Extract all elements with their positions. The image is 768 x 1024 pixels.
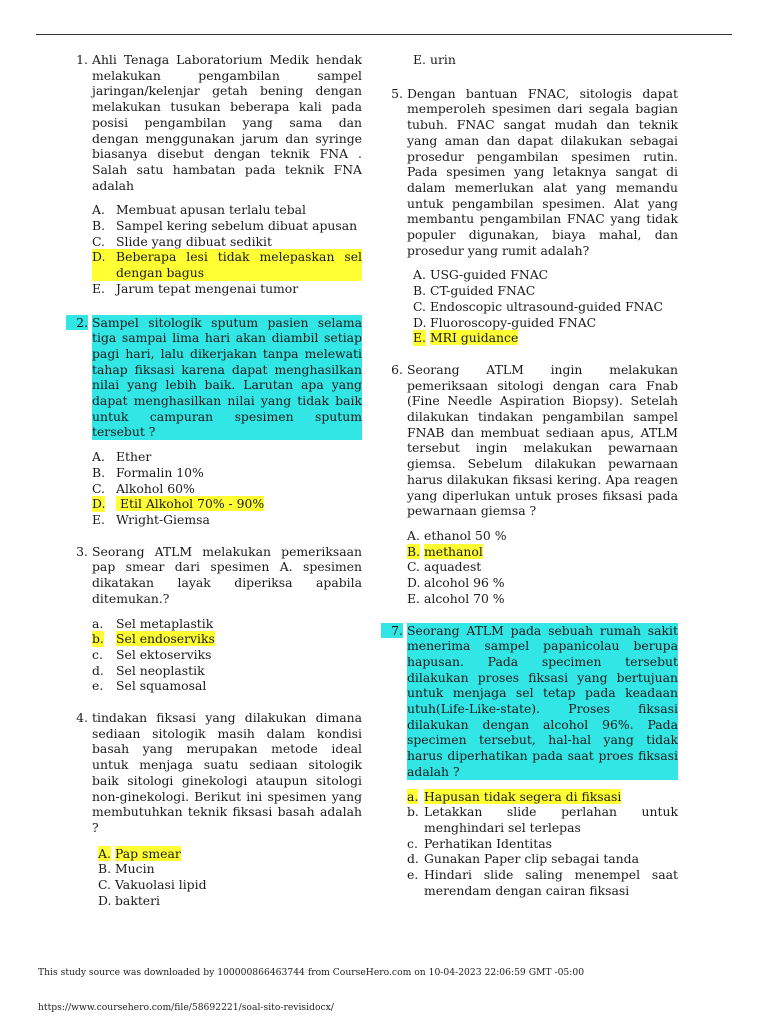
option-b-highlighted: b. Sel endoserviks <box>92 631 215 647</box>
question-text: Seorang ATLM ingin melakukan pemeriksaan sitologi dengan cara Fnab (Fine Needle Aspiration Biopsy). Setelah dilakukan tindakan pengambilan sampel FNAB dan membuat sediaan apus, ATLM tersebut ingin melakukan pewarnaan giemsa. Sebelum dilakukan pewarnaan harus dilakukan fiksasi kering. Apa reagen yang diperlukan untuk proses fiksasi pada pewarnaan giemsa ? <box>407 361 678 519</box>
option-b: B. CT-guided FNAC <box>413 283 536 299</box>
option-d: d. Gunakan Paper clip sebagai tanda <box>407 851 639 867</box>
option-e: E. alcohol 70 % <box>407 590 505 606</box>
option-c: c. Perhatikan Identitas <box>407 835 552 851</box>
question-text: Ahli Tenaga Laboratorium Medik hendak melakukan pengambilan sampel jaringan/kelenjar getah bening dengan melakukan tusukan beberapa kali pada posisi pengambilan yang sama dan dengan menggunakan jarum dan syringe biasanya disebut dengan teknik FNA . Salah satu hambatan pada teknik FNA adalah <box>92 52 362 193</box>
question-4-option-e: E. urin <box>413 52 456 67</box>
question-6 <box>381 362 678 607</box>
option-e: E. Wright-Giemsa <box>92 511 210 527</box>
option-a-highlighted: a. Hapusan tidak segera di fiksasi <box>407 788 622 804</box>
option-c: C. Endoscopic ultrasound-guided FNAC <box>413 298 663 314</box>
question-text: tindakan fiksasi yang dilakukan dimana sediaan sitologik masih dalam kondisi basah yang merupakan metode ideal untuk menjaga suatu sediaan sitologik baik sitologi ginekologi ataupun sitologi non-ginekologi. Berikut ini spesimen yang membutuhkan teknik fiksasi basah adalah ? <box>92 710 362 835</box>
option-e: e. Sel squamosal <box>92 678 207 694</box>
question-number: 4. <box>76 710 88 726</box>
question-text-highlighted: Seorang ATLM pada sebuah rumah sakit menerima sampel papanicolau berupa hapusan. Pada specimen tersebut dilakukan proses fiksasi yang bertujuan untuk menjaga sel tetap pada keadaan utuh(Life-Like-state). Proses fiksasi dilakukan dengan alcohol 96%. Pada specimen tersebut, hal-hal yang tidak harus diperhatikan pada saat proes fiksasi adalah ? <box>407 622 678 779</box>
question-number: 5. <box>391 85 403 101</box>
question-number: 1. <box>76 52 88 67</box>
option-c: C. Vakuolasi lipid <box>98 877 207 893</box>
option-c: c. Sel ektoserviks <box>92 646 212 662</box>
option-d: D. bakteri <box>98 892 161 908</box>
top-rule <box>36 34 732 35</box>
option-a: a. Sel metaplastik <box>92 615 214 631</box>
question-text: Seorang ATLM melakukan pemeriksaan pap smear dari spesimen A. spesimen dikatakan layak diperiksa apabila ditemukan.? <box>92 543 362 606</box>
option-e: e. Hindari slide saling menempel saat merendam dengan cairan fiksasi <box>407 867 678 898</box>
download-source-notice: This study source was downloaded by 100000866463744 from CourseHero.com on 10-04-2023 22:06:59 GMT -05:00 <box>38 967 585 978</box>
question-2 <box>66 315 362 528</box>
option-b: B. Mucin <box>98 861 155 877</box>
question-5 <box>381 86 678 346</box>
question-text: Dengan bantuan FNAC, sitologis dapat memperoleh spesimen dari segala bagian tubuh. FNAC sangat mudah dan teknik yang aman dan dapat dilakukan sebagai prosedur pengambilan spesimen rutin. Pada spesimen yang letaknya sangat di dalam memerlukan alat yang memandu untuk pengambilan spesimen. Alat yang membantu pengambilan FNAC yang tidak populer digunakan, biaya mahal, dan prosedur yang rumit adalah? <box>407 85 678 258</box>
right-column <box>381 52 678 898</box>
option-b-highlighted: B. methanol <box>407 543 483 559</box>
option-b: B. Formalin 10% <box>92 464 204 480</box>
option-a: A. ethanol 50 % <box>407 527 507 543</box>
question-number: 7. <box>381 623 403 639</box>
option-e: E. Jarum tepat mengenai tumor <box>92 280 299 296</box>
source-url[interactable]: https://www.coursehero.com/file/58692221/soal-sito-revisidocx/ <box>38 1002 334 1013</box>
option-a: A. Membuat apusan terlalu tebal <box>92 202 307 218</box>
option-a: A. Ether <box>92 449 152 465</box>
option-c: C. aquadest <box>407 559 482 575</box>
question-7 <box>381 623 678 899</box>
question-number: 3. <box>76 543 88 559</box>
option-c: C. Slide yang dibuat sedikit <box>92 233 273 249</box>
option-c: C. Alkohol 60% <box>92 480 195 496</box>
left-column <box>66 52 362 908</box>
option-d-highlighted: D. Etil Alkohol 70% - 90% <box>92 496 265 512</box>
question-3 <box>66 544 362 694</box>
option-b: B. Sampel kering sebelum dibuat apusan <box>92 218 358 234</box>
question-1 <box>66 52 362 297</box>
option-e-highlighted: E. MRI guidance <box>413 330 519 346</box>
option-a-highlighted: A. Pap smear <box>98 845 181 861</box>
option-b: b. Letakkan slide perlahan untuk menghindari sel terlepas <box>407 804 678 835</box>
option-d: D. alcohol 96 % <box>407 575 505 591</box>
option-d: D. Fluoroscopy-guided FNAC <box>413 314 597 330</box>
option-d-highlighted: D. Beberapa lesi tidak melepaskan sel dengan bagus <box>92 249 362 281</box>
question-number: 6. <box>391 361 403 377</box>
option-a: A. USG-guided FNAC <box>413 267 549 283</box>
question-4 <box>66 710 362 908</box>
option-d: d. Sel neoplastik <box>92 662 205 678</box>
question-text-highlighted: Sampel sitologik sputum pasien selama tiga sampai lima hari akan diambil setiap pagi hari, lalu dikerjakan tanpa melewati tahap fiksasi karena dapat menghasilkan nilai yang lebih baik. Larutan apa yang dapat menghasilkan nilai yang tidak baik untuk campuran spesimen sputum tersebut ? <box>92 314 362 440</box>
question-number: 2. <box>66 315 88 331</box>
